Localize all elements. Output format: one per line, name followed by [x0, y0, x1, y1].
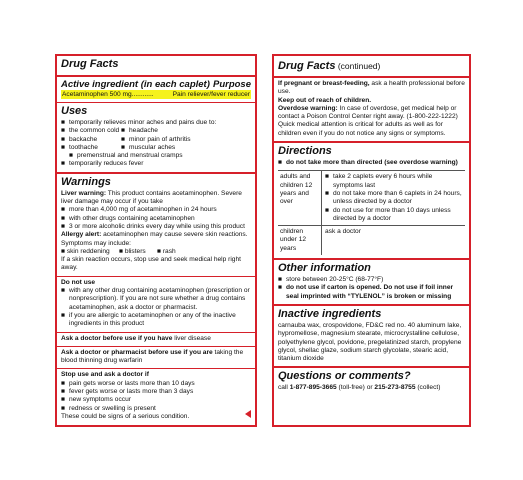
do-not-use-text: if you are allergic to acetaminophen or any of the inactive ingredients in this product [69, 311, 236, 328]
active-ingredient-header-row [61, 79, 251, 90]
symptom-text: blisters [124, 247, 146, 255]
adult-direction-text: do not use for more than 10 days unless directed by a doctor [333, 206, 451, 222]
ask-doctor-section [57, 333, 255, 347]
liver-bullet-text: 3 or more alcoholic drinks every day while using this product [69, 222, 245, 230]
stop-use-text: redness or swelling is present [69, 404, 156, 412]
use-item: the common cold [69, 127, 120, 135]
liver-warning [61, 190, 251, 207]
active-ingredient-name [62, 90, 154, 99]
adult-direction: ■ take 2 caplets every 6 hours while symptoms last [325, 173, 463, 190]
children-directions: ask a doctor [325, 228, 361, 236]
allergy-alert [61, 231, 251, 248]
overdose-text: In case of overdose, get medical help or contact a Poison Control Center right away. (1-800-222-1222) Quick medical attention is critical for adults as well as for children even if you do not notice any signs or symptoms. [278, 104, 458, 137]
uses-intro: ■ temporarily relieves minor aches and pains due to: [61, 119, 217, 126]
ask-pharmacist-section [57, 347, 255, 370]
drug-facts-header [57, 56, 255, 77]
questions-title: Questions or comments? [278, 370, 411, 383]
phone-toll-free: 1-877-895-3665 [289, 384, 337, 392]
do-not-use-bullet: ■ with any other drug containing acetaminophen (prescription or nonprescription). If you are not sure whether a drug contains acetaminophen, ask a doctor or pharmacist. [61, 287, 250, 311]
directions-warning: ■ do not take more than directed (see overdose warning) [278, 159, 458, 167]
liver-bullet: ■ 3 or more alcoholic drinks every day while using this product [61, 222, 245, 230]
active-ingredient-line [61, 90, 251, 99]
symptom-blisters: ■ blisters [119, 247, 146, 255]
drug-facts-title-right: Drug Facts [278, 60, 336, 72]
uses-title: Uses [61, 105, 88, 117]
active-ingredient-heading: Active ingredient (in each caplet) [61, 79, 210, 90]
use-item: muscular aches [129, 143, 176, 151]
keep-out-of-reach: Keep out of reach of children. [278, 96, 372, 104]
directions-section [274, 143, 469, 260]
adults-label: adults and children 12 years and over [278, 171, 322, 225]
symptom-skin: ■ skin reddening [61, 247, 110, 255]
questions-section [274, 368, 469, 395]
ask-pharmacist-label: Ask a doctor or pharmacist before use if you are [61, 348, 213, 356]
allergy-symptoms [61, 248, 251, 256]
stop-use-text: pain gets worse or lasts more than 10 days [69, 379, 195, 387]
ingredient-purpose: Pain reliever/fever reducer [172, 91, 250, 98]
drug-facts-continued-title [278, 58, 465, 73]
overdose-warning [278, 105, 465, 138]
symptom-text: rash [162, 247, 176, 255]
liver-bullet: ■ more than 4,000 mg of acetaminophen in 24 hours [61, 206, 217, 214]
drug-facts-panel-right [272, 54, 471, 427]
stop-use-bullet: ■ redness or swelling is present [61, 404, 156, 412]
adults-directions [322, 171, 465, 225]
use-item: headache [129, 127, 158, 135]
uses-cramps-text: premenstrual and menstrual cramps [77, 152, 183, 160]
symptom-text: skin reddening [66, 247, 110, 255]
phone-collect: 215-273-8755 [374, 384, 416, 392]
continued-suffix: (continued) [335, 61, 381, 71]
use-item: toothache [69, 143, 98, 151]
active-ingredient-section [57, 77, 255, 103]
uses-intro-text: temporarily relieves minor aches and pains due to: [69, 119, 217, 126]
adult-direction-text: do not take more than 6 caplets in 24 hours, unless directed by a doctor [333, 189, 462, 206]
other-information-section [274, 260, 469, 306]
phone2-note: (collect) [415, 384, 441, 392]
ask-pharmacist-text: taking the blood thinning drug warfarin [61, 348, 244, 365]
ask-doctor-line [61, 335, 251, 343]
overdose-label: Overdose warning: [278, 104, 338, 112]
inactive-ingredients-title: Inactive ingredients [278, 307, 382, 320]
adult-direction: ■ do not take more than 6 caplets in 24 hours, unless directed by a doctor [325, 189, 462, 206]
stop-use-after: These could be signs of a serious condition. [61, 412, 190, 420]
do-not-use-text: with any other drug containing acetaminophen (prescription or nonprescription). If you are not sure whether a drug contains acetaminophen, ask a doctor or pharmacist. [69, 287, 250, 311]
stop-use-bullet: ■ pain gets worse or lasts more than 10 days [61, 379, 195, 387]
use-item-cramps: ■ premenstrual and menstrual cramps [69, 152, 183, 160]
use-item: minor pain of arthritis [129, 135, 191, 143]
contact-line [278, 384, 465, 392]
other-info-item: ■ store between 20-25°C (68-77°F) [278, 276, 384, 284]
phone1-note: (toll-free) or [336, 384, 375, 392]
use-item-fever: ■ temporarily reduces fever [61, 160, 144, 168]
do-not-use-title: Do not use [61, 278, 96, 286]
liver-bullet-text: more than 4,000 mg of acetaminophen in 24 hours [69, 206, 217, 214]
directions-title: Directions [278, 145, 332, 158]
other-information-title: Other information [278, 262, 371, 275]
other-seal-text: do not use if carton is opened. Do not use if foil inner seal imprinted with “TYLENOL” is broken or missing [286, 284, 454, 300]
pregnancy-text: ask a health professional before use. [278, 80, 465, 96]
do-not-use-section [57, 277, 255, 333]
ingredient-dots: ............ [131, 91, 154, 98]
directions-warning-text: do not take more than directed (see overdose warning) [286, 159, 458, 167]
stop-use-title: Stop use and ask a doctor if [61, 371, 149, 379]
other-store-text: store between 20-25°C (68-77°F) [286, 276, 384, 284]
stop-use-bullet: ■ fever gets worse or lasts more than 3 days [61, 388, 194, 396]
adult-direction: ■ do not use for more than 10 days unless directed by a doctor [325, 207, 463, 224]
allergy-alert-label: Allergy alert: [61, 231, 102, 239]
stop-use-text: new symptoms occur [69, 396, 131, 404]
do-not-use-bullet: ■ if you are allergic to acetaminophen or any of the inactive ingredients in this product [61, 312, 251, 329]
uses-grid: ■ the common cold ■ headache ■ backache ■ minor pain of arthritis ■ toothache ■ muscular aches [61, 127, 251, 152]
stop-use-text: fever gets worse or lasts more than 3 days [69, 388, 194, 396]
liver-warning-label: Liver warning: [61, 189, 107, 197]
symptom-rash: ■ rash [157, 247, 176, 255]
children-label: children under 12 years [278, 226, 322, 255]
directions-table [278, 170, 465, 255]
other-info-item: ■ do not use if carton is opened. Do not use if foil inner seal imprinted with “TYLENOL” is broken or missing [278, 284, 465, 301]
ingredient-text: Acetaminophen 500 mg [62, 91, 132, 98]
inactive-ingredients-section [274, 306, 469, 368]
ask-doctor-text: liver disease [172, 334, 211, 342]
uses-fever-text: temporarily reduces fever [69, 160, 144, 168]
stop-use-bullet: ■ new symptoms occur [61, 396, 131, 404]
allergy-alert-text: acetaminophen may cause severe skin reactions. Symptoms may include: [61, 231, 248, 247]
stop-use-section [57, 369, 255, 424]
liver-bullet: ■ with other drugs containing acetaminophen [61, 214, 195, 222]
liver-bullet-text: with other drugs containing acetaminophen [69, 214, 195, 222]
warnings-title: Warnings [61, 175, 111, 188]
adult-direction-text: take 2 caplets every 6 hours while symptoms last [333, 173, 433, 189]
pregnancy-warning [278, 80, 465, 97]
continue-arrow-icon [245, 410, 251, 418]
purpose-heading: Purpose [212, 79, 251, 90]
pregnancy-overdose-section [274, 78, 469, 143]
inactive-ingredients-text: carnauba wax, crospovidone, FD&C red no. 40 aluminum lake, hypromellose, magnesium stearate, microcrystalline cellulose, polyethylene glycol, povidone, pregelatinized starch, propylene glycol, shellac glaze, sodium starch glycolate, stearic acid, titanium dioxide [278, 321, 462, 363]
use-item: backache [69, 135, 98, 143]
liver-warning-text: This product contains acetaminophen. Severe liver damage may occur if you take [61, 189, 242, 206]
warnings-section [57, 174, 255, 277]
allergy-after: If a skin reaction occurs, stop use and seek medical help right away. [61, 256, 241, 272]
drug-facts-continued-header [274, 56, 469, 78]
drug-facts-panel-left [55, 54, 257, 427]
uses-section [57, 103, 255, 174]
pregnancy-label: If pregnant or breast-feeding, [278, 80, 370, 87]
drug-facts-title: Drug Facts [61, 58, 119, 70]
call-prefix: call [278, 384, 290, 392]
ask-doctor-label: Ask a doctor before use if you have [61, 334, 173, 342]
ask-pharmacist-line [61, 349, 251, 366]
